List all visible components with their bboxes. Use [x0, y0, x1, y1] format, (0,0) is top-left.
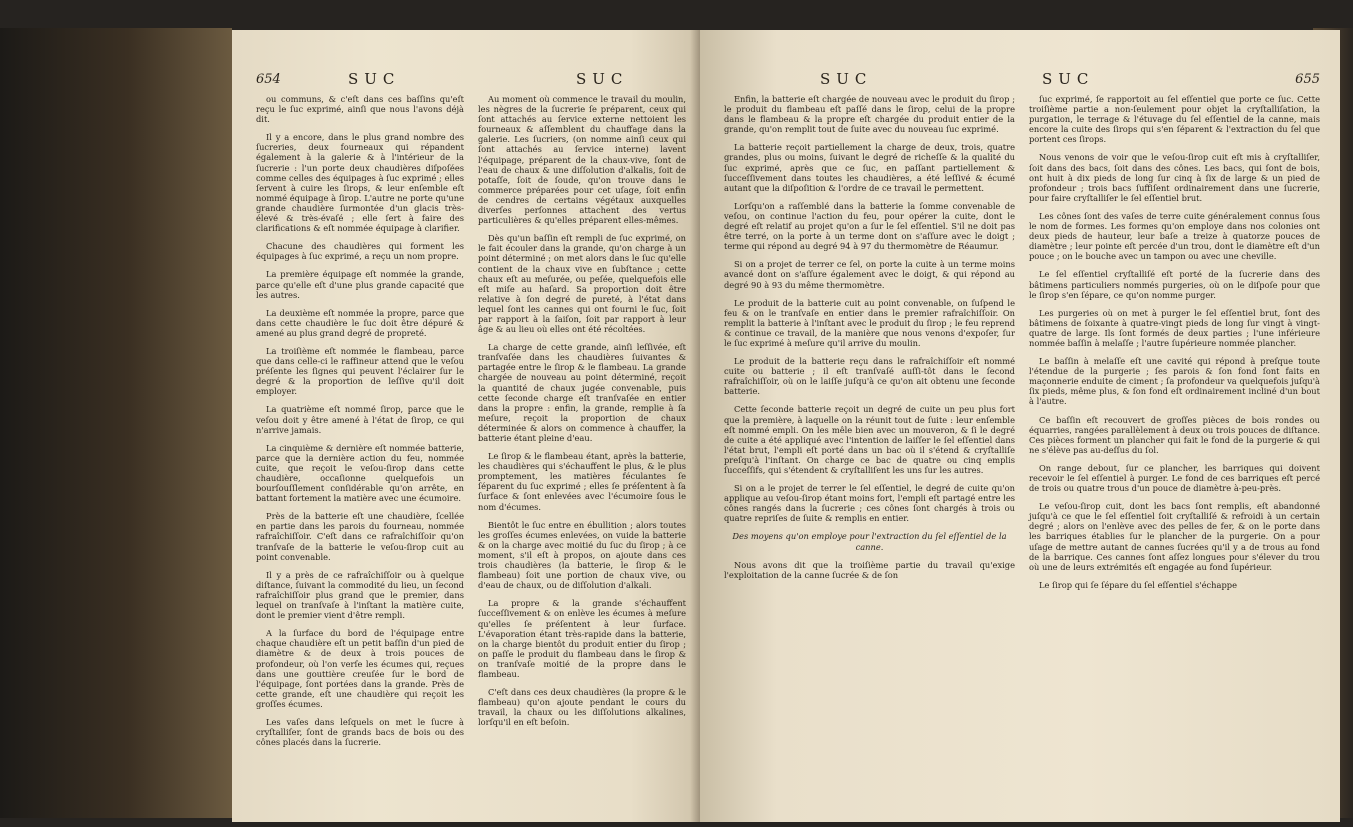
paragraph: ſuc exprimé, ſe rapportoit au ſel eſſentiel que porte ce ſuc. Cette troiſième partie a non-ſeulement pour objet la cryſtalliſation, la purgation, le terrage & l'étuvage du ſel eſſentiel de la canne, mais encore la cuite des ſirops qui s'en ſéparent & l'extraction du ſel que portent ces ſirops. — [1029, 94, 1320, 145]
right-header-title-2: SUC — [1042, 70, 1095, 88]
right-column-1 — [724, 94, 1015, 598]
right-header-title-1: SUC — [820, 70, 873, 88]
paragraph: Cette ſeconde batterie reçoit un degré de cuite un peu plus fort que la première, à laquelle on la réunit tout de ſuite : leur enſemble eſt nommé empli. On les mêle bien avec un mouveron, & ſi le degré de cuite a été appliqué avec l'intention de laiſſer le ſel eſſentiel dans l'état brut, l'empli eſt porté dans un bac où il s'étend & cryſtalliſe preſqu'à l'inſtant. On charge ce bac de quatre ou cinq emplis ſucceſſifs, qui s'étendent & cryſtalliſent les uns ſur les autres. — [724, 404, 1015, 475]
left-header-title-1: SUC — [348, 70, 401, 88]
paragraph: Chacune des chaudières qui forment les équipages à ſuc exprimé, a reçu un nom propre. — [256, 241, 464, 262]
paragraph: Lorſqu'on a raſſemblé dans la batterie la ſomme convenable de veſou, on continue l'action du feu, pour opérer la cuite, dont le degré eſt relatif au projet qu'on a ſur le ſel eſſentiel. S'il ne doit pas être terré, on la porte à un terme dont on s'aſſure avec le doigt ; terme qui répond au degré 94 à 97 du thermomètre de Réaumur. — [724, 200, 1015, 252]
book-edge-left — [0, 28, 232, 818]
paragraph: Les purgeries où on met à purger le ſel eſſentiel brut, ſont des bâtimens de ſoixante à quatre-vingt pieds de long ſur vingt à vingt-quatre de large. Ils ſont formés de deux parties ; l'une inférieure nommée baſſin à melaſſe ; l'autre ſupérieure nommée plancher. — [1029, 307, 1320, 348]
paragraph: Le ſirop & le flambeau étant, après la batterie, les chaudières qui s'échauffent le plus, & le plus promptement, les matières féculantes ſe ſéparent du ſuc exprimé ; elles ſe préſentent à ſa ſurface & ſont enlevées avec l'écumoire ſous le nom d'écumes. — [478, 451, 686, 512]
paragraph: La batterie reçoit partiellement la charge de deux, trois, quatre grandes, plus ou moins, ſuivant le degré de richeſſe & la qualité du ſuc exprimé, après que ce ſuc, en paſſant partiellement & ſucceſſivement dans toutes les chaudières, a été leſſivé & écumé autant que la diſpoſition & l'ordre de ce travail le permettent. — [724, 142, 1015, 193]
left-page-header — [256, 70, 686, 92]
paragraph: A la ſurface du bord de l'équipage entre chaque chaudière eſt un petit baſſin d'un pied de diamètre & de deux à trois pouces de profondeur, où l'on verſe les écumes qui, reçues dans une gouttière creuſée ſur le bord de l'équipage, ſont portées dans la grande. Près de cette grande, eſt une chaudière qui reçoit les groſſes écumes. — [256, 628, 464, 709]
paragraph: La quatrième eſt nommé ſirop, parce que le veſou doit y être amené à l'état de ſirop, ce qui n'arrive jamais. — [256, 404, 464, 435]
paragraph: Bientôt le ſuc entre en ébullition ; alors toutes les groſſes écumes enlevées, on vuide la batterie & on la charge avec moitié du ſuc du ſirop ; à ce moment, s'il eſt à propos, on ajoute dans ces trois chaudières (la batterie, le ſirop & le flambeau) ſoit une portion de chaux vive, ou d'eau de chaux, ou de diſſolution d'alkali. — [478, 519, 686, 591]
paragraph: La première équipage eſt nommée la grande, parce qu'elle eſt d'une plus grande capacité que les autres. — [256, 269, 464, 300]
left-page — [232, 30, 700, 822]
right-page-columns — [724, 94, 1320, 598]
section-heading: Des moyens qu'on employe pour l'extraction du ſel eſſentiel de la canne. — [732, 531, 1007, 552]
paragraph: Nous venons de voir que le veſou-ſirop cuit eſt mis à cryſtalliſer, ſoit dans des bacs, ſoit dans des cônes. Les bacs, qui ſont de bois, ont huit à dix pieds de long ſur cinq à ſix de large & un pied de profondeur ; trois bacs ſuffiſent ordinairement dans une ſucrerie, pour faire cryſtalliſer le ſel eſſentiel brut. — [1029, 152, 1320, 203]
paragraph: On range debout, ſur ce plancher, les barriques qui doivent recevoir le ſel eſſentiel à purger. Le fond de ces barriques eſt percé de trois ou quatre trous d'un pouce de diamètre à-peu-près. — [1029, 462, 1320, 494]
paragraph: Enfin, la batterie eſt chargée de nouveau avec le produit du ſirop ; le produit du flambeau eſt paſſé dans le ſirop, celui de la propre dans le flambeau & la propre eſt chargée du produit entier de la grande, qu'on remplit tout de ſuite avec du nouveau ſuc exprimé. — [724, 94, 1015, 135]
paragraph: Le ſel eſſentiel cryſtalliſé eſt porté de la ſucrerie dans des bâtimens particuliers nommés purgeries, où on le diſpoſe pour que le ſirop s'en ſépare, ce qu'on nomme purger. — [1029, 269, 1320, 300]
paragraph: La charge de cette grande, ainſi leſſivée, eſt tranſvaſée dans les chaudières ſuivantes & partagée entre le ſirop & le flambeau. La grande chargée de nouveau au point déterminé, reçoit la quantité de chaux jugée convenable, puis cette ſeconde charge eſt tranſvaſée en entier dans la propre : enfin, la grande, remplie à ſa meſure, reçoit la proportion de chaux déterminée & alors on commence à chauffer, la batterie étant pleine d'eau. — [478, 342, 686, 443]
paragraph: Le produit de la batterie cuit au point convenable, on ſuſpend le feu & on le tranſvaſe en entier dans le premier rafraîchiſſoir. On remplit la batterie à l'inſtant avec le produit du ſirop ; le feu reprend & continue ce travail, de la manière que nous venons d'expoſer, ſur le ſuc exprimé à meſure qu'il arrive du moulin. — [724, 297, 1015, 348]
paragraph: La propre & la grande s'échauffent ſucceſſivement & on enlève les écumes à meſure qu'elles ſe préſentent à leur ſurface. L'évaporation étant très-rapide dans la batterie, on la charge bientôt du produit entier du ſirop ; on paſſe le produit du flambeau dans le ſirop & on tranſvaſe moitié de la propre dans le flambeau. — [478, 598, 686, 679]
paragraph: ou communs, & c'eſt dans ces baſſins qu'eſt reçu le ſuc exprimé, ainſi que nous l'avons déjà dit. — [256, 94, 464, 125]
paragraph: Le produit de la batterie reçu dans le rafraîchiſſoir eſt nommé cuite ou batterie ; il eſt tranſvaſé auſſi-tôt dans le ſecond rafraîchiſſoir, où on le laiſſe juſqu'à ce qu'on ait obtenu une ſeconde batterie. — [724, 356, 1015, 397]
paragraph: Il y a près de ce rafraîchiſſoir ou à quelque diſtance, ſuivant la commodité du lieu, un ſecond rafraîchiſſoir plus grand que le premier, dans lequel on tranſvaſe à l'inſtant la matière cuite, dont le premier vient d'être rempli. — [256, 569, 464, 621]
right-page — [700, 30, 1340, 822]
left-page-number: 654 — [256, 72, 281, 87]
paragraph: Les vaſes dans leſquels on met le ſucre à cryſtalliſer, ſont de grands bacs de bois ou des cônes placés dans la ſucrerie. — [256, 716, 464, 748]
right-column-2 — [1029, 94, 1320, 598]
paragraph: Dès qu'un baſſin eſt rempli de ſuc exprimé, on le fait écouler dans la grande, qu'on charge à un point déterminé ; on met alors dans le ſuc qu'elle contient de la chaux vive en ſubſtance ; cette chaux eſt au meſurée, ou peſée, quelquefois elle eſt miſe au haſard. Sa proportion doit être relative à ſon degré de pureté, à l'état dans lequel ſont les cannes qui ont fourni le ſuc, ſoit par rapport à la ſaiſon, ſoit par rapport à leur âge & au lieu où elles ont été récoltées. — [478, 233, 686, 335]
right-page-number: 655 — [1295, 72, 1320, 87]
right-column-1-body — [724, 94, 1015, 523]
left-column-2 — [478, 94, 686, 755]
paragraph: Le baſſin à melaſſe eſt une cavité qui répond à preſque toute l'étendue de la purgerie ; ſes parois & ſon fond ſont faits en maçonnerie enduite de ciment ; ſa profondeur va quelquefois juſqu'à ſix pieds, même plus, & ſon fond eſt ordinairement incliné d'un bout à l'autre. — [1029, 356, 1320, 407]
paragraph: Ce baſſin eſt recouvert de groſſes pièces de bois rondes ou équarries, rangées parallèlement à deux ou trois pouces de diſtance. Ces pièces forment un plancher qui fait le fond de la purgerie & qui ne s'élève pas au-deſſus du ſol. — [1029, 414, 1320, 455]
right-page-header — [724, 70, 1320, 92]
paragraph: Près de la batterie eſt une chaudière, ſcellée en partie dans les parois du fourneau, nommée rafraîchiſſoir. C'eſt dans ce rafraîchiſſoir qu'on tranſvaſe de la batterie le veſou-ſirop cuit au point convenable. — [256, 511, 464, 562]
paragraph: Si on a le projet de terrer le ſel eſſentiel, le degré de cuite qu'on applique au veſou-ſirop étant moins fort, l'empli eſt partagé entre les cônes rangés dans la ſucrerie ; ces cônes ſont chargés à trois ou quatre repriſes de ſuite & remplis en entier. — [724, 483, 1015, 524]
paragraph: Le veſou-ſirop cuit, dont les bacs ſont remplis, eſt abandonné juſqu'à ce que le ſel eſſentiel ſoit cryſtalliſé & refroidi à un certain degré ; alors on l'enlève avec des pelles de fer, & on le porte dans les barriques établies ſur le plancher de la purgerie. On a pour uſage de mettre autant de cannes ſucrées qu'il y a de trous au fond de la barrique. Ces cannes ſont aſſez longues pour s'élever du trou où une de leurs extrémités eſt engagée au fond ſupérieur. — [1029, 501, 1320, 572]
paragraph: Il y a encore, dans le plus grand nombre des ſucreries, deux fourneaux qui répandent également à la galerie & à l'intérieur de la ſucrerie : l'un porte deux chaudières diſpoſées comme celles des équipages à ſuc exprimé ; elles ſervent à cuire les ſirops, & leur enſemble eſt nommé équipage à ſirop. L'autre ne porte qu'une grande chaudière ſurmontée d'un glacis très-élevé & très-évaſé ; elle ſert à faire des clarifications & eſt nommée équipage à clarifier. — [256, 132, 464, 234]
left-header-title-2: SUC — [576, 70, 629, 88]
paragraph: La deuxième eſt nommée la propre, parce que dans cette chaudière le ſuc doit être dépuré & amené au plus grand degré de propreté. — [256, 307, 464, 338]
paragraph: La cinquième & dernière eſt nommée batterie, parce que la dernière action du feu, nommée cuite, que reçoit le veſou-ſirop dans cette chaudière, occaſionne quelquefois un bourſouſſlement conſidérable qu'on arrête, en battant fortement la matière avec une écumoire. — [256, 442, 464, 504]
paragraph: Nous avons dit que la troiſième partie du travail qu'exige l'exploitation de la canne ſucrée & de ſon — [724, 559, 1015, 580]
paragraph: Si on a projet de terrer ce ſel, on porte la cuite à un terme moins avancé dont on s'aſſure également avec le doigt, & qui répond au degré 90 à 93 du même thermomètre. — [724, 259, 1015, 290]
paragraph: Les cônes ſont des vaſes de terre cuite généralement connus ſous le nom de formes. Les formes qu'on employe dans nos colonies ont deux pieds de hauteur, leur baſe a treize à quatorze pouces de diamètre ; leur pointe eſt percée d'un trou, dont le diamètre eſt d'un pouce ; on le bouche avec un tampon ou avec une cheville. — [1029, 210, 1320, 262]
paragraph: Le ſirop qui ſe ſépare du ſel eſſentiel s'échappe — [1039, 579, 1237, 590]
paragraph: La troiſième eſt nommée le flambeau, parce que dans celle-ci le raffineur attend que le veſou préſente les ſignes qui peuvent l'éclairer ſur le degré & la proportion de leſſive qu'il doit employer. — [256, 345, 464, 397]
left-column-1 — [256, 94, 464, 755]
left-page-columns — [256, 94, 686, 755]
paragraph: C'eſt dans ces deux chaudières (la propre & le flambeau) qu'on ajoute pendant le cours du travail, la chaux ou les diſſolutions alkalines, lorſqu'il en eſt beſoin. — [478, 687, 686, 728]
paragraph: Au moment où commence le travail du moulin, les nègres de la ſucrerie ſe préparent, ceux qui ſont attachés au ſervice externe nettoient les fourneaux & aſſemblent du chauffage dans la galerie. Les ſucriers, (on nomme ainſi ceux qui ſont attachés au ſervice interne) lavent l'équipage, préparent de la chaux-vive, ſont de l'eau de chaux & une diſſolution d'alkalis, ſoit de potaſſe, ſoit de ſoude, qu'on trouve dans le commerce préparées pour cet uſage, ſoit enfin de cendres de certains végétaux auxquelles diverſes perſonnes attachent des vertus particulières & qu'elles préparent elles-mêmes. — [478, 94, 686, 226]
